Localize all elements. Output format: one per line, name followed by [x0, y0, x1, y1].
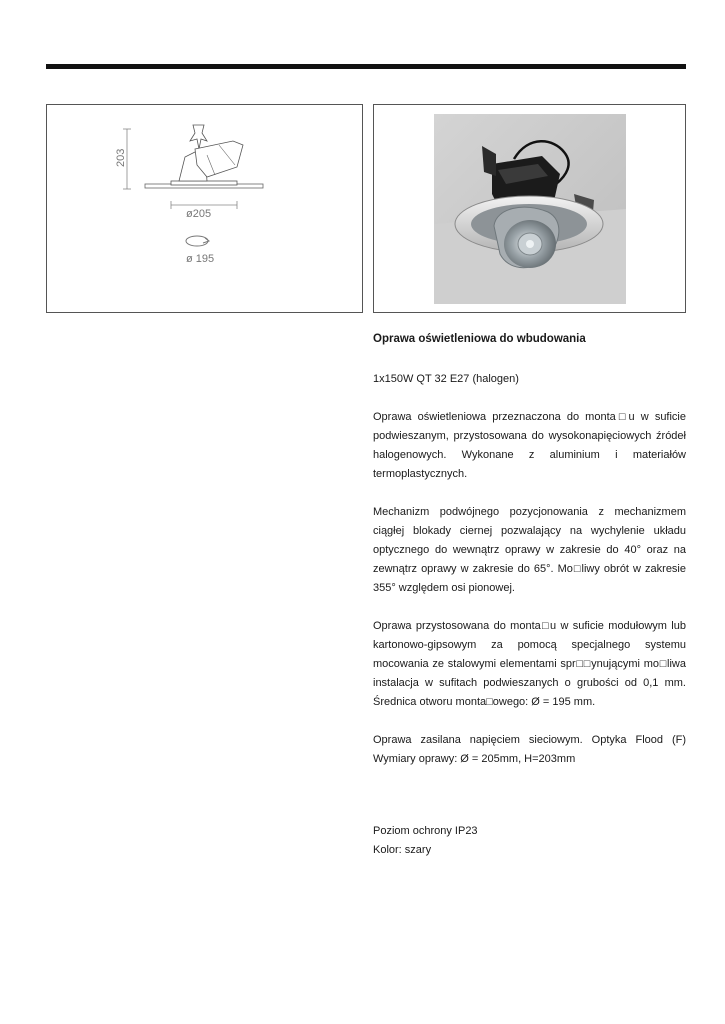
color-spec: Kolor: szary [373, 844, 432, 856]
technical-drawing-panel [46, 104, 363, 313]
product-specification [373, 330, 686, 860]
rotation-icon [186, 236, 209, 246]
ip-rating: Poziom ochrony IP23 [373, 825, 478, 837]
top-rule [46, 64, 686, 69]
product-photo-panel [373, 104, 686, 313]
cutout-label: ø 195 [186, 253, 215, 265]
trim-ring [171, 181, 237, 185]
width-label: ø205 [186, 208, 212, 220]
height-label: 203 [115, 148, 127, 167]
description-paragraph-3: Oprawa przystosowana do monta□u w suficie modułowym lub kartonowo-gipsowym za pomocą specjalnego systemu mocowania ze stalowymi elementami spr□□ynującymi mo□liwa instalacja w sufitach podwieszanych o grubości od 0,1 mm. Średnica otworu monta□owego: Ø = 195 mm. [373, 620, 686, 708]
lamp-spec: 1x150W QT 32 E27 (halogen) [373, 373, 519, 385]
spacer [373, 788, 686, 822]
recessed-halogen-luminaire-photo [434, 114, 626, 304]
description-paragraph-1: Oprawa oświetleniowa przeznaczona do monta□u w suficie podwieszanym, przystosowana do wysokonapięciowych źródeł halogenowych. Wykonane z aluminium i materiałów termoplastycznych. [373, 411, 686, 480]
mounting-bracket [190, 125, 207, 149]
product-title: Oprawa oświetleniowa do wbudowania [373, 333, 586, 345]
technical-drawing [47, 105, 364, 314]
description-paragraph-2: Mechanizm podwójnego pozycjonowania z mechanizmem ciągłej blokady ciernej pozwalający na wychylenie układu optycznego do wewnątrz oprawy w zakresie do 40° oraz na zewnątrz oprawy w zakresie do 65°. Mo□liwy obrót w zakresie 355° względem osi pionowej. [373, 506, 686, 594]
tilted-reflector [195, 141, 243, 177]
description-paragraph-4: Oprawa zasilana napięciem sieciowym. Optyka Flood (F) Wymiary oprawy: Ø = 205mm, H=203mm [373, 734, 686, 765]
